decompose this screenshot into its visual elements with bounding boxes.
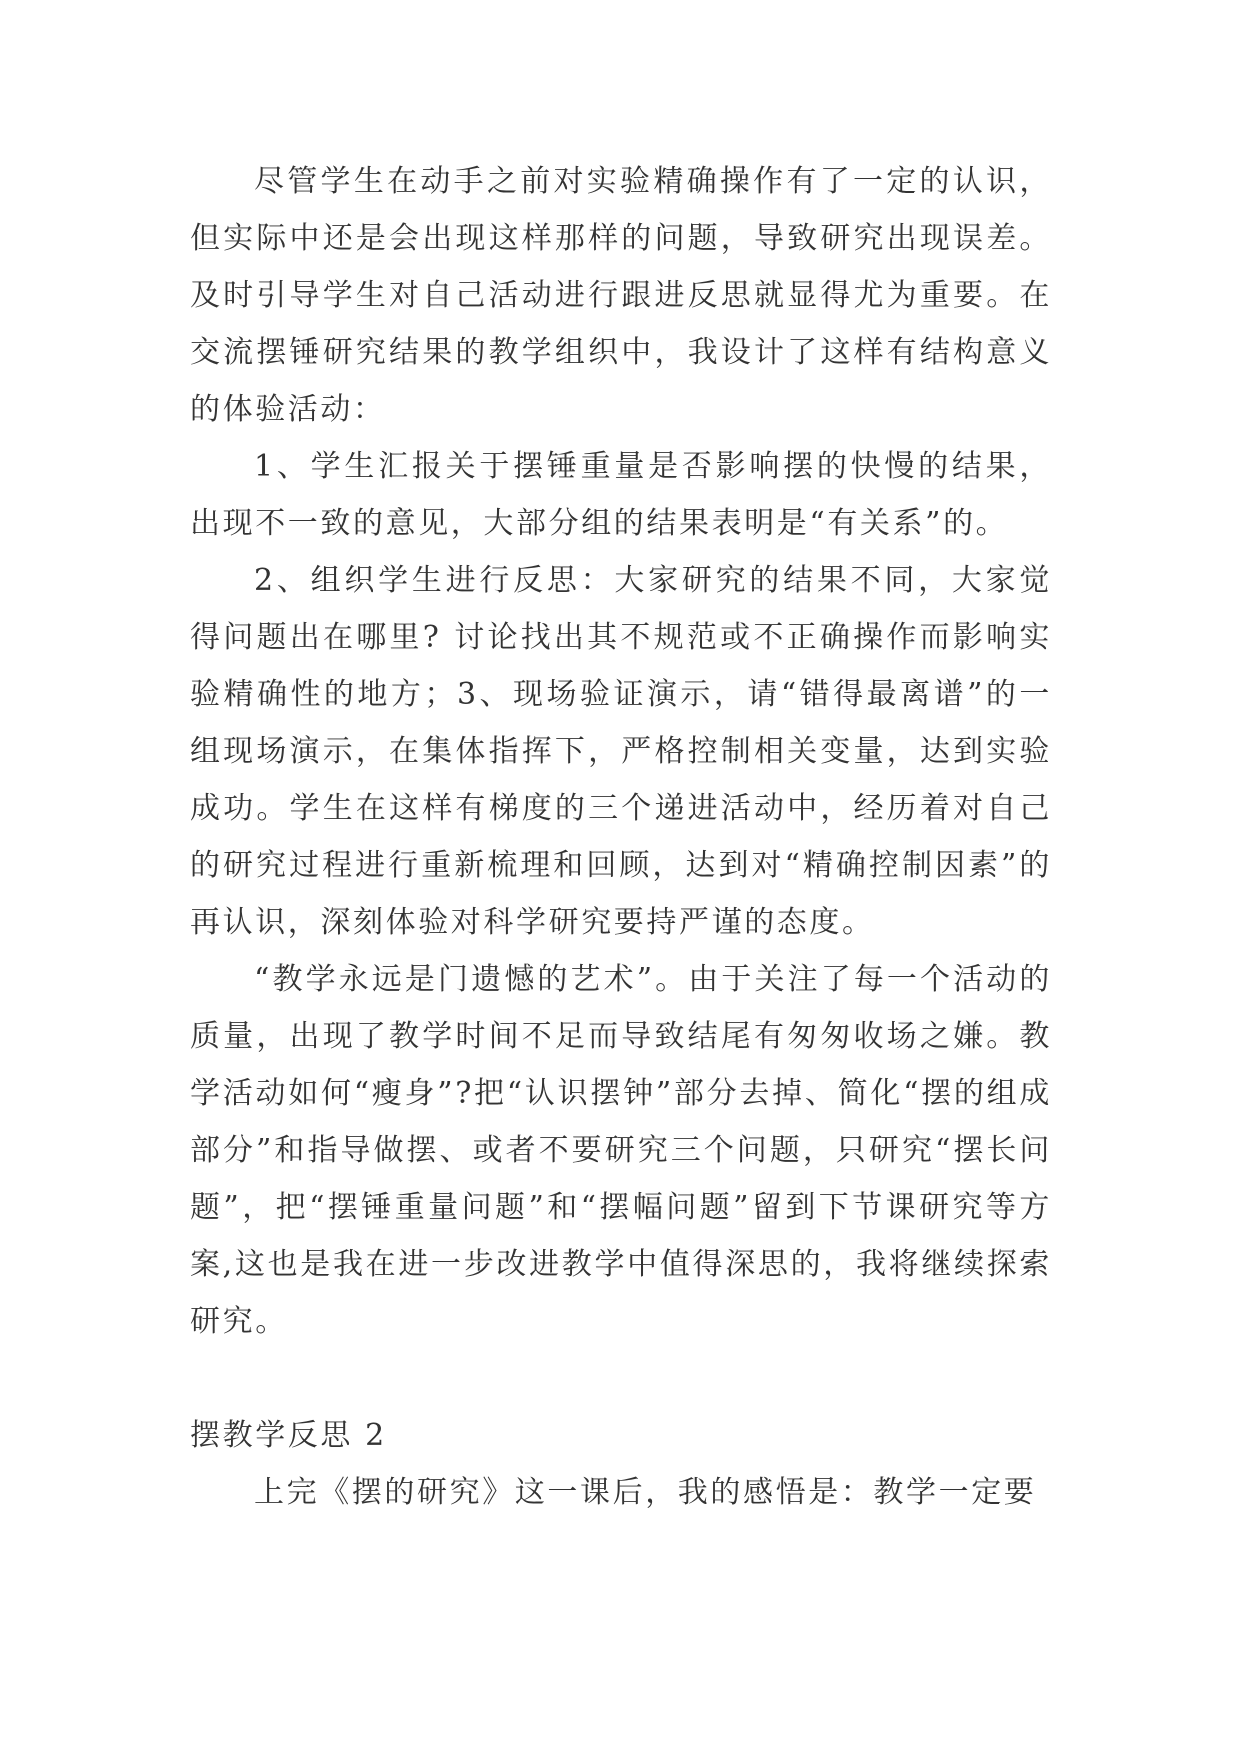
section-paragraph-1: 上完《摆的研究》这一课后，我的感悟是：教学一定要: [254, 1475, 1037, 1510]
paragraph-4: “教学永远是门遗憾的艺术”。由于关注了每一个活动的质量，出现了教学时间不足而导致结尾有匆匆收场之嫌。教学活动如何“瘦身”?把“认识摆钟”部分去掉、简化“摆的组成部分”和指导做摆、或者不要研究三个问题，只研究“摆长问题”，把“摆锤重量问题”和“摆幅问题”留到下节课研究等方案,这也是我在进一步改进教学中值得深思的，我将继续探索研究。: [190, 962, 1052, 1339]
paragraph-3: 2、组织学生进行反思：大家研究的结果不同，大家觉得问题出在哪里? 讨论找出其不规范或不正确操作而影响实验精确性的地方；3、现场验证演示，请“错得最离谱”的一组现场演示，在集体指挥下，严格控制相关变量，达到实验成功。学生在这样有梯度的三个递进活动中，经历着对自己的研究过程进行重新梳理和回顾，达到对“精确控制因素”的再认识，深刻体验对科学研究要持严谨的态度。: [190, 563, 1052, 940]
section-heading: 摆教学反思 2: [190, 1418, 387, 1453]
document-body: [190, 153, 1052, 1521]
paragraph-1: 尽管学生在动手之前对实验精确操作有了一定的认识，但实际中还是会出现这样那样的问题，导致研究出现误差。及时引导学生对自己活动进行跟进反思就显得尤为重要。在交流摆锤研究结果的教学组织中，我设计了这样有结构意义的体验活动：: [190, 164, 1052, 427]
paragraph-2: 1、学生汇报关于摆锤重量是否影响摆的快慢的结果，出现不一致的意见，大部分组的结果表明是“有关系”的。: [190, 449, 1052, 541]
